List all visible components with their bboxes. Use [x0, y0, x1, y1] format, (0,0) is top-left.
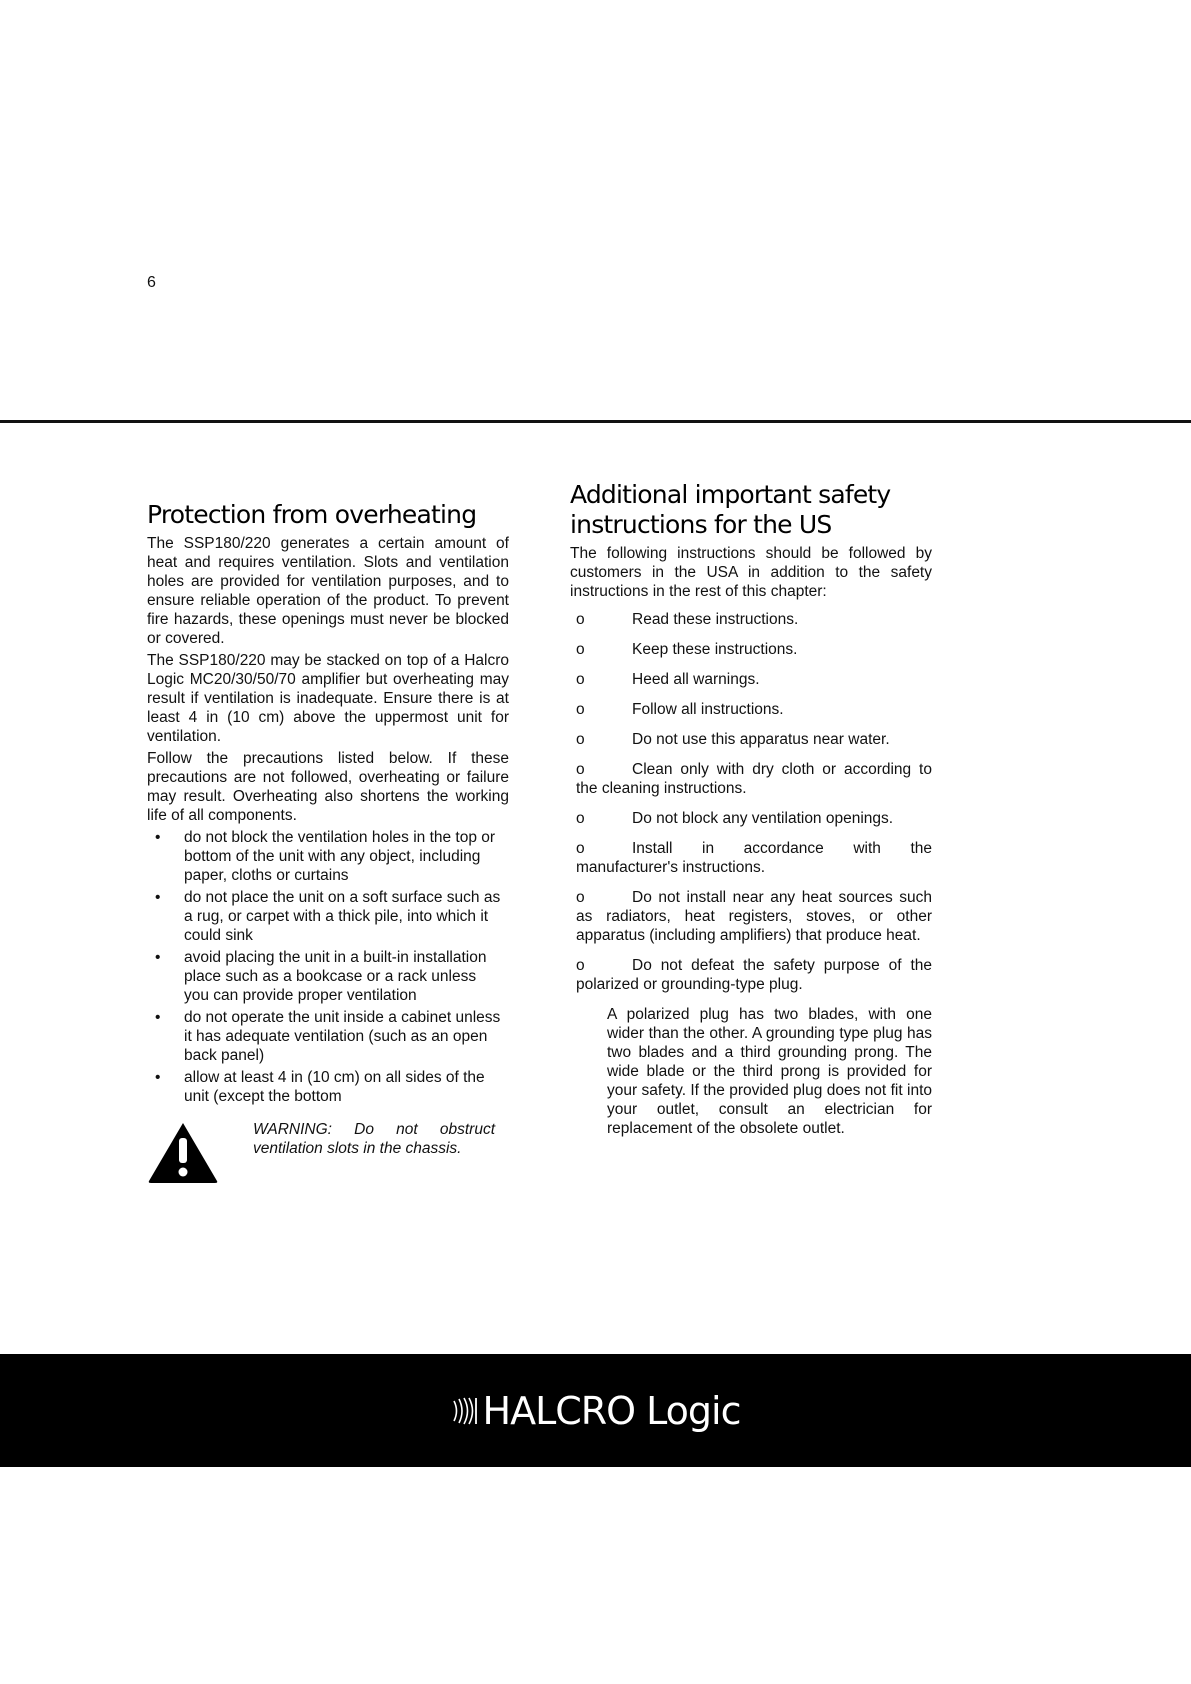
- list-marker: o: [576, 957, 585, 974]
- bullet-glyph: •: [155, 1009, 161, 1026]
- list-item: [570, 760, 932, 798]
- logo-text: HALCRO Logic: [482, 1388, 741, 1433]
- bullet-glyph: •: [155, 889, 161, 906]
- list-item: [570, 809, 932, 828]
- intro-paragraph: The following instructions should be followed by customers in the USA in addition to the safety instructions in the rest of this chapter:: [570, 545, 932, 600]
- right-column: [570, 480, 932, 1138]
- bullet-glyph: •: [155, 1069, 161, 1086]
- list-item-text: do not place the unit on a soft surface such as a rug, or carpet with a thick pile, into which it could sink: [184, 889, 501, 944]
- heading-line: instructions for the US: [570, 510, 832, 539]
- list-item-text: Do not defeat the safety purpose of the polarized or grounding-type plug.: [576, 957, 932, 993]
- list-item: [570, 839, 932, 877]
- warning-text: WARNING: Do not obstruct ventilation slots in the chassis.: [253, 1121, 495, 1157]
- list-item-text: Do not use this apparatus near water.: [632, 731, 890, 748]
- sound-waves-icon: [451, 1395, 481, 1427]
- list-marker: o: [576, 810, 585, 827]
- paragraph: Follow the precautions listed below. If these precautions are not followed, overheating or failure may result. Overheating also shortens the working life of all components.: [147, 750, 509, 824]
- list-item-text: avoid placing the unit in a built-in installation place such as a bookcase or a rack unless you can provide proper ventilation: [184, 949, 487, 1004]
- list-item: [570, 670, 932, 689]
- paragraph: The SSP180/220 may be stacked on top of a Halcro Logic MC20/30/50/70 amplifier but overheating may result if ventilation is inadequate. Ensure there is at least 4 in (10 cm) above the uppermost unit for ventilation.: [147, 652, 509, 745]
- list-item: [570, 730, 932, 749]
- list-item-text: Do not block any ventilation openings.: [632, 810, 894, 827]
- precautions-list: [147, 828, 509, 1106]
- footer-band: [0, 1354, 1191, 1467]
- list-item-text: Do not install near any heat sources such as radiators, heat registers, stoves, or other apparatus (including amplifiers) that produce heat.: [576, 889, 932, 944]
- list-item-text: Keep these instructions.: [632, 641, 798, 658]
- bullet-glyph: •: [155, 949, 161, 966]
- halcro-logo: [451, 1389, 741, 1433]
- list-item-text: Heed all warnings.: [632, 671, 760, 688]
- warning-box: [147, 1120, 509, 1184]
- list-marker: o: [576, 641, 585, 658]
- list-item: [570, 640, 932, 659]
- section-heading-us-safety: [570, 480, 932, 540]
- list-item: [147, 828, 509, 885]
- list-item-text: Read these instructions.: [632, 611, 799, 628]
- list-marker: o: [576, 701, 585, 718]
- list-item-text: Install in accordance with the manufacturer's instructions.: [576, 840, 932, 876]
- heading-line: Additional important safety: [570, 480, 891, 509]
- list-item-text: allow at least 4 in (10 cm) on all sides of the unit (except the bottom: [184, 1069, 485, 1105]
- warning-triangle-icon: [147, 1120, 219, 1184]
- list-marker: o: [576, 840, 585, 857]
- page-number: 6: [147, 274, 156, 291]
- list-item-text: do not operate the unit inside a cabinet unless it has adequate ventilation (such as an open back panel): [184, 1009, 501, 1064]
- list-marker: o: [576, 889, 585, 906]
- list-item: [570, 956, 932, 994]
- list-marker: o: [576, 611, 585, 628]
- list-item: [147, 948, 509, 1005]
- paragraph: The SSP180/220 generates a certain amount of heat and requires ventilation. Slots and ventilation holes are provided for ventilation purposes, and to ensure reliable operation of the product. To prevent fire hazards, these openings must never be blocked or covered.: [147, 535, 509, 647]
- list-item: [147, 1068, 509, 1106]
- left-column: [147, 500, 509, 1184]
- list-item-text: Clean only with dry cloth or according to the cleaning instructions.: [576, 761, 932, 797]
- list-item: [570, 888, 932, 945]
- list-item: [570, 700, 932, 719]
- list-item: [147, 888, 509, 945]
- section-heading-overheating: Protection from overheating: [147, 500, 477, 529]
- list-item: [570, 610, 932, 629]
- list-marker: o: [576, 731, 585, 748]
- header-divider: [0, 420, 1191, 423]
- list-marker: o: [576, 761, 585, 778]
- list-item-text: Follow all instructions.: [632, 701, 784, 718]
- us-instructions-list: [570, 610, 932, 994]
- list-item-text: do not block the ventilation holes in the top or bottom of the unit with any object, including paper, cloths or curtains: [184, 829, 496, 884]
- list-marker: o: [576, 671, 585, 688]
- list-item: [147, 1008, 509, 1065]
- bullet-glyph: •: [155, 829, 161, 846]
- plug-note: A polarized plug has two blades, with one wider than the other. A grounding type plug has two blades and a third grounding prong. The wide blade or the third prong is provided for your safety. If the provided plug does not fit into your outlet, consult an electrician for replacement of the obsolete outlet.: [607, 1006, 932, 1137]
